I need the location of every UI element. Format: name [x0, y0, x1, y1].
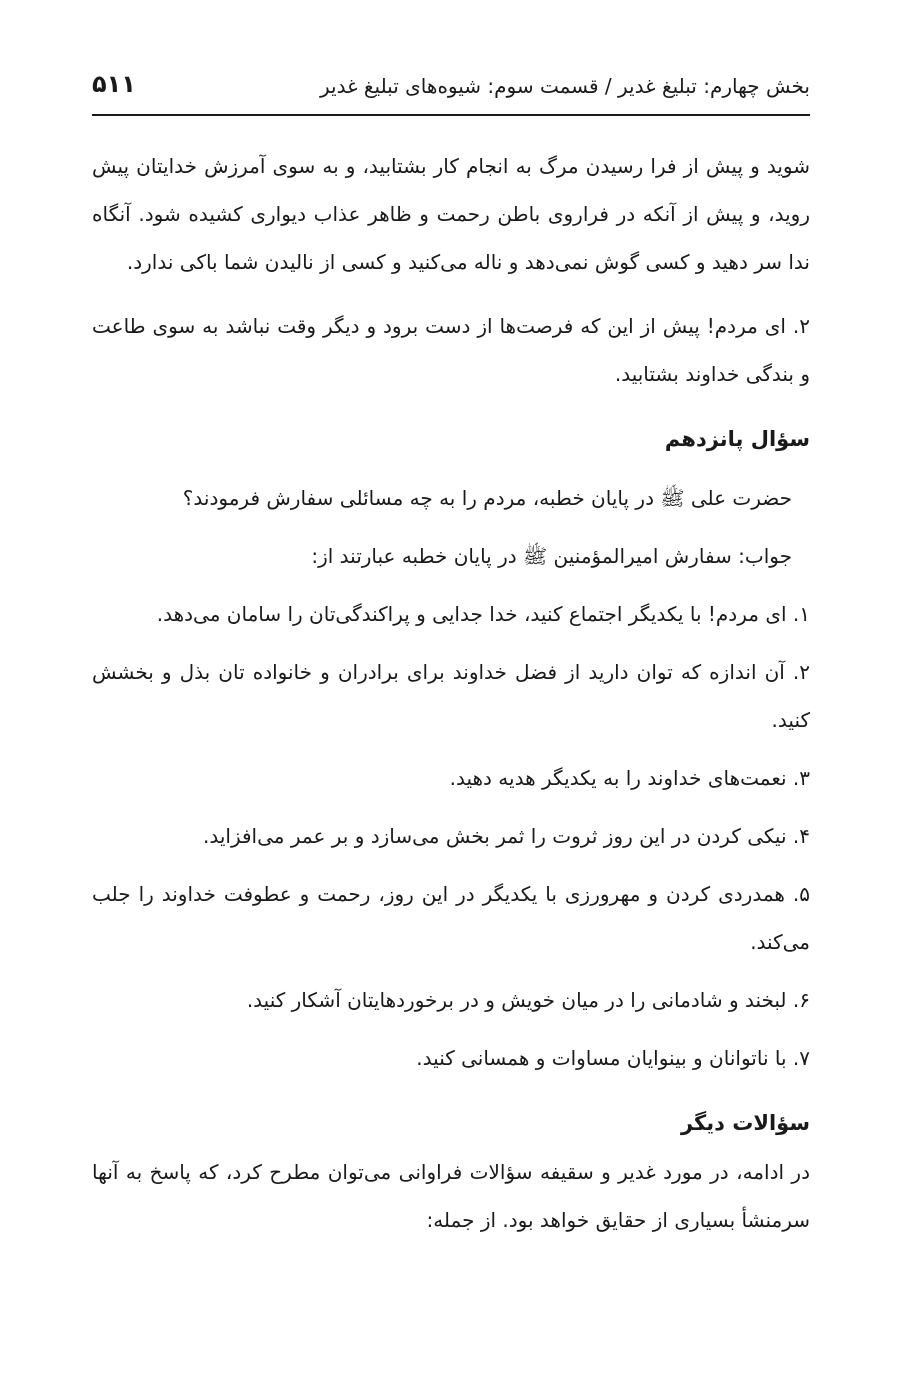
page — [92, 0, 810, 1390]
list-item: ۴. نیکی کردن در این روز ثروت را ثمر بخش می‌سازد و بر عمر می‌افزاید. — [202, 824, 810, 848]
paragraph-final: در ادامه، در مورد غدیر و سقیفه سؤالات فراوانی می‌توان مطرح کرد، که پاسخ به آنها سرمنشأ بسیاری از حقایق خواهد بود. از جمله: — [92, 1160, 810, 1232]
section-heading-other-questions: سؤالات دیگر — [680, 1111, 810, 1135]
list-item: ۳. نعمت‌های خداوند را به یکدیگر هدیه دهید. — [449, 766, 810, 790]
list-item: ۵. همدردی کردن و مهرورزی با یکدیگر در این روز، رحمت و عطوفت خداوند را جلب می‌کند. — [92, 882, 810, 954]
page-number: ۵۱۱ — [92, 70, 136, 98]
section-heading-question-15: سؤال پانزدهم — [664, 427, 810, 451]
running-title: بخش چهارم: تبلیغ غدیر / قسمت سوم: شیوه‌های تبلیغ غدیر — [319, 74, 810, 98]
page-header — [92, 62, 810, 116]
list-item: ۶. لبخند و شادمانی را در میان خویش و در برخوردهایتان آشکار کنید. — [246, 988, 810, 1012]
list-item: ۱. ای مردم! با یکدیگر اجتماع کنید، خدا جدایی و پراکندگی‌تان را سامان می‌دهد. — [156, 602, 810, 626]
page-content — [92, 142, 810, 1244]
list-item: ۷. با ناتوانان و بینوایان مساوات و همسانی کنید. — [416, 1046, 810, 1070]
list-item: ۲. آن اندازه که توان دارید از فضل خداوند برای برادران و خانواده تان بذل و بخشش کنید. — [92, 660, 810, 732]
answer-intro: جواب: سفارش امیرالمؤمنین ﷺ در پایان خطبه عبارتند از: — [311, 544, 792, 568]
question-text: حضرت علی ﷺ در پایان خطبه، مردم را به چه مسائلی سفارش فرمودند؟ — [182, 486, 792, 510]
paragraph-item-2: ۲. ای مردم! پیش از این که فرصت‌ها از دست برود و دیگر وقت نباشد به سوی طاعت و بندگی خداوند بشتابید. — [92, 314, 810, 386]
paragraph-continuation: شوید و پیش از فرا رسیدن مرگ به انجام کار بشتابید، و به سوی آمرزش خدایتان پیش روید، و پیش از آنکه در فراروی باطن رحمت و ظاهر عذاب دیواری کشیده شود. آنگاه ندا سر دهید و کسی گوش نمی‌دهد و ناله می‌کنید و کسی از نالیدن شما باکی ندارد. — [92, 154, 810, 274]
